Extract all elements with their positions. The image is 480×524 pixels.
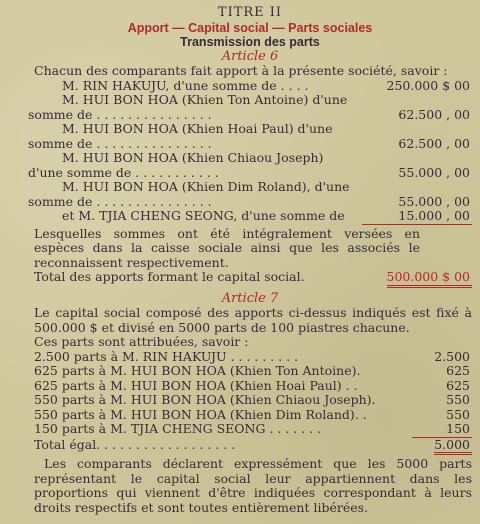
- sum-rule: [362, 224, 472, 225]
- contribution-line: [28, 151, 472, 166]
- parts-amount: 550: [446, 406, 470, 422]
- contribution-line: [28, 166, 472, 181]
- parts-line: [28, 422, 472, 437]
- parts-text: 625 parts à M. HUI BON HOA (Khien Ton Antoine).: [34, 364, 361, 378]
- article-7-intro: Le capital social composé des apports ci-dessus indiqués est fixé à 500.000 $ et divisé en 5000 parts de 100 piastres chacune.: [34, 305, 472, 335]
- contribution-text: somme de . . . . . . . . . . . . . . .: [28, 136, 212, 151]
- parts-amount: 625: [446, 363, 470, 378]
- parts-line: [28, 364, 472, 379]
- parts-text: 550 parts à M. HUI BON HOA (Khien Dim Roland). .: [34, 407, 367, 422]
- contribution-line: [28, 93, 472, 108]
- article-6-paragraph: Lesquelles sommes ont été intégralement versées en espèces dans la caisse sociale ainsi que les associés le reconnaissent respectivement.: [34, 225, 420, 270]
- contribution-text: somme de . . . . . . . . . . . . . . .: [28, 194, 212, 209]
- article-6-intro: Chacun des comparants fait apport à la présente société, savoir :: [34, 63, 448, 78]
- total-parts-label: Total égal. . . . . . . . . . . . . . . . . .: [34, 437, 236, 452]
- parts-amount: 550: [446, 392, 470, 407]
- contribution-text: M. HUI BON HOA (Khien Dim Roland), d'une: [62, 180, 350, 194]
- contribution-amount: 15.000 , 00: [398, 208, 470, 223]
- article-6-total-row: [28, 270, 472, 288]
- contribution-amount: 62.500 , 00: [398, 135, 470, 151]
- contribution-text: d'une somme de . . . . . . . . . . .: [28, 165, 219, 180]
- article-7-total-row: [28, 438, 472, 456]
- titre-heading: TITRE II: [217, 5, 283, 20]
- contribution-text: somme de . . . . . . . . . . . . . . .: [28, 107, 212, 122]
- contribution-amount: 62.500 , 00: [398, 106, 470, 122]
- total-parts-amount: 5.000: [434, 438, 472, 456]
- contribution-amount: [470, 93, 472, 108]
- contribution-line: [28, 180, 472, 195]
- contribution-amount: 250.000 $ 00: [386, 77, 470, 93]
- contribution-line: [28, 122, 472, 137]
- contribution-amount: [470, 180, 472, 195]
- parts-line: [28, 393, 472, 408]
- contribution-line: [28, 137, 472, 152]
- article-7-closing: Les comparants déclarent expressément que les 5000 parts représentant le capital social leur appartiennent dans les proportions qui viennent d'être indiquées correspondant à leurs droits respectifs et sont toutes entièrement libérées.: [34, 456, 472, 515]
- contribution-text: M. RIN HAKUJU, d'une somme de . . . .: [62, 78, 309, 93]
- article-7-parts-list: [28, 350, 472, 437]
- total-apports-amount: 500.000 $ 00: [387, 270, 473, 288]
- parts-amount: 625: [446, 377, 470, 393]
- contribution-amount: [470, 122, 472, 137]
- parts-line: [28, 408, 472, 423]
- subtitle-apport: Apport — Capital social — Parts sociales: [127, 20, 373, 35]
- contribution-line: [28, 209, 472, 224]
- subtitle-transmission: Transmission des parts: [180, 35, 320, 49]
- parts-amount: 150: [446, 421, 470, 436]
- contribution-line: [28, 195, 472, 210]
- total-apports-label: Total des apports formant le capital social.: [34, 270, 305, 284]
- parts-text: 150 parts à M. TJIA CHENG SEONG . . . . . . .: [34, 422, 322, 436]
- contribution-text: M. HUI BON HOA (Khien Ton Antoine) d'une: [62, 93, 348, 107]
- contribution-amount: [470, 151, 472, 166]
- article-7-heading: Article 7: [221, 290, 279, 306]
- parts-line: [28, 350, 472, 365]
- parts-text: 625 parts à M. HUI BON HOA (Khien Hoai Paul) . .: [34, 378, 358, 393]
- article-7-attrib: Ces parts sont attribuées, savoir :: [34, 334, 249, 349]
- contribution-line: [28, 108, 472, 123]
- contribution-line: [28, 79, 472, 94]
- parts-amount: 2.500: [434, 348, 470, 364]
- article-6-contributions: [28, 79, 472, 224]
- contribution-text: M. HUI BON HOA (Khien Chiaou Joseph): [62, 151, 324, 165]
- article-6-heading: Article 6: [221, 48, 279, 64]
- parts-text: 550 parts à M. HUI BON HOA (Khien Chiaou Joseph).: [34, 393, 376, 407]
- contribution-text: M. HUI BON HOA (Khien Hoai Paul) d'une: [62, 122, 333, 136]
- contribution-amount: 55.000 , 00: [398, 164, 470, 180]
- parts-line: [28, 379, 472, 394]
- contribution-amount: 55.000 , 00: [398, 193, 470, 209]
- parts-text: 2.500 parts à M. RIN HAKUJU . . . . . . . . .: [34, 349, 299, 364]
- contribution-text: et M. TJIA CHENG SEONG, d'une somme de: [62, 209, 345, 223]
